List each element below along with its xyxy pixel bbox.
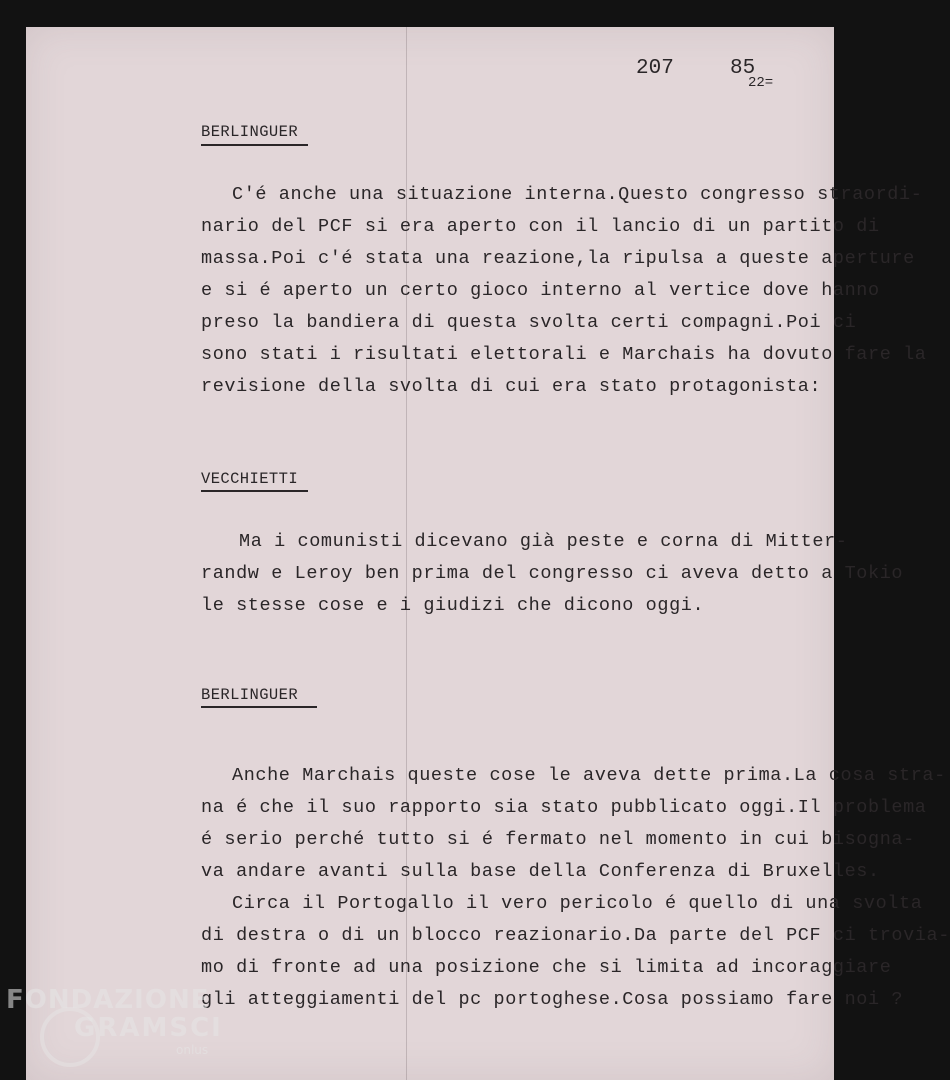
speaker-heading-2: VECCHIETTI xyxy=(201,470,299,488)
speaker-underline-2 xyxy=(201,490,308,492)
speaker-underline-1 xyxy=(201,144,308,146)
text-line: na é che il suo rapporto sia stato pubblicato oggi.Il problema xyxy=(201,797,927,818)
watermark-line-3: onlus xyxy=(176,1043,209,1057)
text-line: va andare avanti sulla base della Conferenza di Bruxelles. xyxy=(201,861,880,882)
document-page xyxy=(26,27,950,1080)
text-line: sono stati i risultati elettorali e Marchais ha dovuto fare la xyxy=(201,344,927,365)
watermark-line-2: GRAMSCI xyxy=(74,1013,223,1043)
text-line: le stesse cose e i giudizi che dicono oggi. xyxy=(201,595,705,616)
text-line: Ma i comunisti dicevano già peste e corna di Mitter- xyxy=(239,531,848,552)
speaker-heading-3: BERLINGUER xyxy=(201,686,299,704)
watermark-line-1: FONDAZIONE xyxy=(6,985,210,1015)
speaker-underline-3 xyxy=(201,706,317,708)
text-line: é serio perché tutto si é fermato nel momento in cui bisogna- xyxy=(201,829,915,850)
archive-watermark xyxy=(6,985,223,1057)
speaker-heading-1: BERLINGUER xyxy=(201,123,299,141)
text-line: gli atteggiamenti del pc portoghese.Cosa possiamo fare noi ? xyxy=(201,989,904,1010)
text-line: Circa il Portogallo il vero pericolo é quello di una svolta xyxy=(232,893,923,914)
text-line: di destra o di un blocco reazionario.Da parte del PCF ci trovia- xyxy=(201,925,950,946)
text-line: C'é anche una situazione interna.Questo congresso straordi- xyxy=(232,184,923,205)
text-line: mo di fronte ad una posizione che si limita ad incoraggiare xyxy=(201,957,892,978)
text-line: revisione della svolta di cui era stato protagonista: xyxy=(201,376,822,397)
text-line: Anche Marchais queste cose le aveva dette prima.La cosa stra- xyxy=(232,765,946,786)
text-line: nario del PCF si era aperto con il lancio di un partito di xyxy=(201,216,880,237)
page-number-primary: 207 xyxy=(636,57,674,80)
page-number-tertiary: 22= xyxy=(748,75,774,91)
text-line: randw e Leroy ben prima del congresso ci aveva detto a Tokio xyxy=(201,563,904,584)
text-line: preso la bandiera di questa svolta certi compagni.Poi ci xyxy=(201,312,857,333)
text-line: massa.Poi c'é stata una reazione,la ripulsa a queste aperture xyxy=(201,248,915,269)
text-line: e si é aperto un certo gioco interno al vertice dove hanno xyxy=(201,280,880,301)
page-number-secondary: 85 xyxy=(730,57,756,80)
